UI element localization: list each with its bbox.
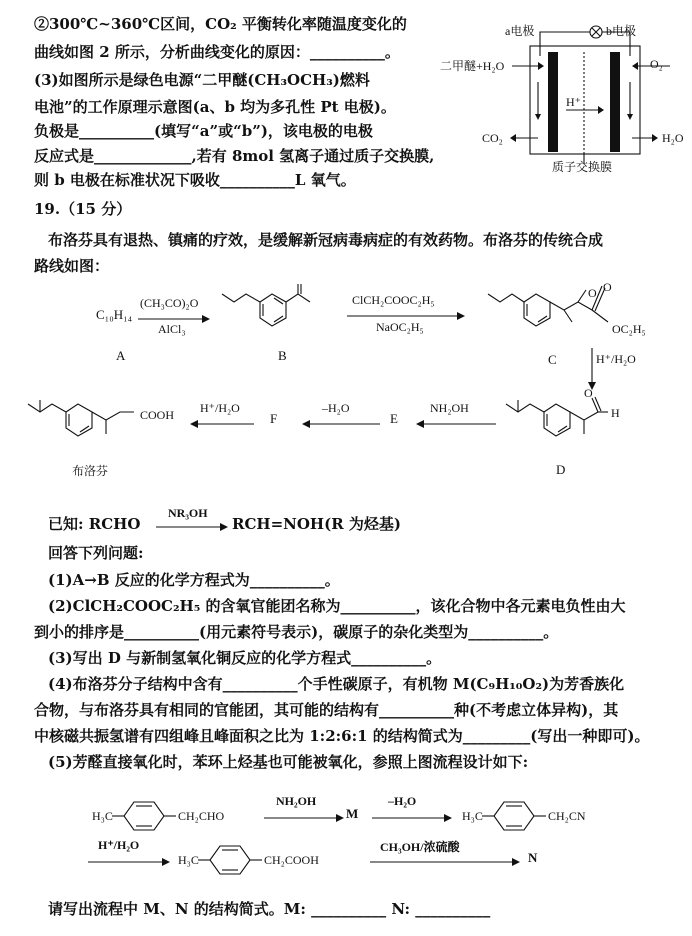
label-d: D	[556, 462, 566, 477]
atom-h-aldehyde: H	[611, 406, 620, 420]
arrow-b-to-c	[347, 312, 465, 320]
flow-ch2cooh: CH₂COOH	[264, 853, 319, 867]
q18-line-7: 则 b 电极在标准状况下吸收__________L 氧气。	[34, 171, 356, 189]
label-dme-inlet: 二甲醚+H₂O	[440, 59, 505, 73]
flow-ch2cho: CH₂CHO	[178, 809, 225, 823]
atom-o-epoxide: O	[588, 286, 597, 300]
question-4-line-3: 中核磁共振氢谱有四组峰且峰面积之比为 1:2:6:1 的结构简式为_________(写出一种即可)。	[34, 727, 650, 745]
known-suffix: RCH=NOH(R 为烃基)	[232, 515, 401, 533]
structure-b	[212, 284, 347, 344]
benzene-ring-2	[482, 798, 558, 834]
atom-o-aldehyde: O	[584, 386, 593, 400]
flow-ch2cn: CH₂CN	[548, 809, 586, 823]
label-b-electrode: b电极	[606, 24, 637, 38]
reagent-alcl3: AlCl₃	[158, 322, 186, 336]
label-a-electrode: a电极	[505, 24, 535, 38]
reagent-acetic-anhydride: (CH₃CO)₂O	[140, 296, 199, 310]
question-1: (1)A→B 反应的化学方程式为__________。	[48, 571, 340, 589]
label-e: E	[390, 411, 398, 426]
flow-arrow-4	[370, 858, 520, 866]
label-ibuprofen: 布洛芬	[72, 464, 109, 478]
question-2-line-2: 到小的排序是__________(用元素符号表示)，碳原子的杂化类型为__________。	[34, 623, 559, 641]
flow-h3c-2: H₃C	[462, 809, 483, 823]
reagent-f-to-ibuprofen: H⁺/H₂O	[200, 401, 240, 415]
q18-line-3: (3)如图所示是绿色电源“二甲醚(CH₃OCH₃)燃料	[34, 71, 370, 89]
q19-header: 19.（15 分）	[34, 200, 132, 218]
benzene-ring-3	[198, 842, 274, 878]
questions-intro: 回答下列问题:	[48, 544, 144, 562]
known-reagent: NR₃OH	[168, 506, 208, 520]
flow-hplus-h2o: H⁺/H₂O	[98, 838, 140, 852]
question-2-line-1: (2)ClCH₂COOC₂H₅ 的含氧官能团名称为__________，该化合物中各元素电负性由大	[48, 597, 626, 615]
reagent-e-to-f: –H₂O	[322, 401, 350, 415]
label-o2-inlet: O₂	[650, 57, 663, 71]
fuel-cell-diagram	[440, 14, 680, 179]
flow-arrow-1	[264, 814, 344, 822]
label-membrane: 质子交换膜	[552, 160, 613, 174]
q18-line-2: 曲线如图 2 所示，分析曲线变化的原因：__________。	[34, 43, 400, 61]
arrow-c-to-d	[588, 348, 596, 390]
flow-m: M	[346, 806, 359, 821]
question-4-line-1: (4)布洛芬分子结构中含有__________个手性碳原子，有机物 M(C₉H₁₀O₂)为芳香族化	[48, 675, 625, 693]
q18-line-5: 负极是__________(填写“a”或“b”)，该电极的电极	[34, 122, 373, 140]
reagent-naoc2h5: NaOC₂H₅	[376, 320, 424, 334]
q18-line-6: 反应式是_____________,若有 8mol 氢离子通过质子交换膜,	[34, 147, 435, 165]
final-question: 请写出流程中 M、N 的结构简式。M: __________ N: __________	[48, 900, 491, 918]
reagent-c-to-d: H⁺/H₂O	[596, 352, 636, 366]
q19-intro-1: 布洛芬具有退热、镇痛的疗效，是缓解新冠病毒病症的有效药物。布洛芬的传统合成	[48, 231, 604, 249]
question-5: (5)芳醛直接氧化时，苯环上烃基也可能被氧化，参照上图流程设计如下:	[48, 753, 529, 771]
structure-d	[498, 394, 628, 458]
flow-arrow-3	[88, 858, 170, 866]
structure-ibuprofen	[20, 394, 148, 458]
reagent-d-to-e: NH₂OH	[430, 401, 469, 415]
question-3: (3)写出 D 与新制氢氧化铜反应的化学方程式__________。	[48, 649, 442, 667]
flow-arrow-2	[372, 814, 452, 822]
label-h-plus: H⁺	[566, 95, 581, 109]
q18-line-1: ②300℃~360℃区间，CO₂ 平衡转化率随温度变化的	[34, 15, 407, 33]
label-c: C	[548, 352, 557, 367]
flow-ch3oh: CH₃OH/浓硫酸	[380, 840, 460, 854]
flow-h3c-3: H₃C	[178, 853, 199, 867]
question-4-line-2: 合物，与布洛芬具有相同的官能团，其可能的结构有__________种(不考虑立体异构)，其	[34, 701, 619, 719]
label-h2o-outlet: H₂O	[662, 131, 684, 145]
arrow-known	[156, 523, 228, 531]
formula-c10h14: C₁₀H₁₄	[96, 307, 133, 322]
arrow-e-to-f	[302, 420, 380, 428]
known-prefix: 已知: RCHO	[48, 515, 141, 533]
flow-n: N	[528, 850, 538, 865]
reagent-clch2cooc2h5: ClCH₂COOC₂H₅	[352, 293, 435, 307]
flow-minus-h2o: –H₂O	[388, 794, 417, 808]
flow-h3c-1: H₃C	[92, 809, 113, 823]
atom-o-carbonyl: O	[603, 280, 612, 294]
label-co2-outlet: CO₂	[482, 131, 503, 145]
benzene-ring-1	[112, 798, 188, 834]
q19-intro-2: 路线如图：	[34, 257, 110, 275]
q18-line-4: 电池”的工作原理示意图(a、b 均为多孔性 Pt 电极)。	[34, 98, 396, 116]
label-a: A	[116, 348, 126, 363]
label-f: F	[270, 411, 278, 426]
arrow-f-to-ibuprofen	[190, 420, 254, 428]
group-oc2h5: OC₂H₅	[612, 322, 646, 336]
arrow-d-to-e	[416, 420, 496, 428]
group-cooh: COOH	[140, 408, 175, 422]
label-b: B	[278, 348, 287, 363]
flow-nh2oh: NH₂OH	[276, 794, 317, 808]
